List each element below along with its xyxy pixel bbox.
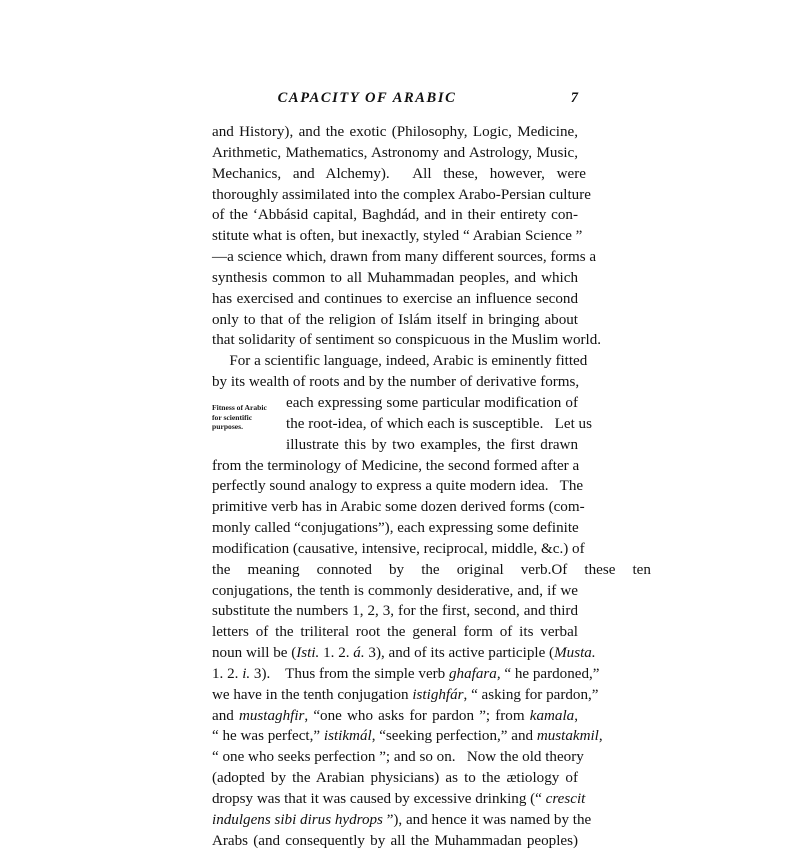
text-line: by its wealth of roots and by the number of derivative forms, <box>212 374 580 391</box>
italic-term: Musta. <box>554 645 596 662</box>
text-line: substitute the numbers 1, 2, 3, for the first, second, and third <box>212 603 578 620</box>
marginal-note-line-3: purposes. <box>212 422 244 432</box>
text-line: (adopted by the Arabian physicians) as to the ætiology of <box>212 770 578 787</box>
text-line: stitute what is often, but inexactly, styled “ Arabian Science ” <box>212 228 583 245</box>
marginal-note <box>212 403 308 432</box>
text-block <box>212 122 651 852</box>
text-line: each expressing some particular modification of <box>286 394 578 411</box>
text-line: primitive verb has in Arabic some dozen derived forms (com- <box>212 499 585 516</box>
italic-term: istighfár <box>412 686 464 703</box>
running-head <box>212 90 578 112</box>
text-line: Mechanics, and Alchemy). All these, however, were <box>212 165 586 182</box>
text-line: For a scientific language, indeed, Arabic is eminently fitted <box>229 353 588 370</box>
text-line: monly called “conjugations”), each expressing some definite <box>212 520 579 537</box>
italic-term: kamala <box>529 707 575 724</box>
text-line: from the terminology of Medicine, the second formed after a <box>212 457 580 474</box>
text-line: dropsy was that it was caused by excessive drinking (“ crescit <box>212 791 586 807</box>
italic-term: crescit <box>545 791 586 807</box>
italic-term: istikmál <box>323 728 372 745</box>
page-number: 7 <box>570 90 578 106</box>
italic-term: mustaghfir <box>238 707 305 724</box>
text-line: the root-idea, of which each is susceptible. Let us <box>286 415 592 432</box>
text-line: letters of the triliteral root the general form of its verbal <box>212 624 578 641</box>
text-line: that solidarity of sentiment so conspicuous in the Muslim world. <box>212 332 602 349</box>
text-line: has exercised and continues to exercise an influence second <box>212 290 578 307</box>
text-line: and History), and the exotic (Philosophy, Logic, Medicine, <box>212 124 578 140</box>
text-line: indulgens sibi dirus hydrops ”), and hence it was named by the <box>212 811 592 828</box>
marginal-note-line-2: for scientific <box>212 412 253 422</box>
text-line: 1. 2. i. 3). Thus from the simple verb ghafara, “ he pardoned,” <box>212 665 600 682</box>
text-line: the meaning connoted by the original verb. Of these ten <box>212 561 651 578</box>
italic-term: i. <box>242 665 251 682</box>
text-line: Arithmetic, Mathematics, Astronomy and Astrology, Music, <box>212 144 578 161</box>
text-line: synthesis common to all Muhammadan peoples, and which <box>212 269 578 286</box>
text-line: noun will be (Isti. 1. 2. á. 3), and of its active participle (Musta. <box>212 645 596 662</box>
text-line: “ he was perfect,” istikmál, “seeking perfection,” and mustakmil, <box>212 728 603 745</box>
text-line: “ one who seeks perfection ”; and so on. Now the old theory <box>212 749 584 766</box>
italic-term: mustakmil <box>536 728 599 745</box>
italic-term: ghafara <box>449 665 497 682</box>
running-head-title: CAPACITY OF ARABIC <box>277 90 457 106</box>
italic-term: indulgens sibi dirus hydrops <box>212 811 383 828</box>
italic-term: Isti. <box>296 645 320 662</box>
text-line: only to that of the religion of Islám itself in bringing about <box>212 311 578 328</box>
paragraph-1 <box>212 122 602 351</box>
italic-term: á. <box>353 645 365 662</box>
text-line: conjugations, the tenth is commonly desiderative, and, if we <box>212 582 578 599</box>
text-line: thoroughly assimilated into the complex Arabo-Persian culture <box>212 186 591 203</box>
marginal-note-line-1: Fitness of Arabic <box>212 403 267 413</box>
text-line: we have in the tenth conjugation istighfár, “ asking for pardon,” <box>212 686 599 703</box>
text-line: perfectly sound analogy to express a quite modern idea. The <box>212 478 584 495</box>
text-line: of the ‘Abbásid capital, Baghdád, and in their entirety con- <box>212 207 578 224</box>
text-line: illustrate this by two examples, the first drawn <box>286 436 578 453</box>
text-line: —a science which, drawn from many different sources, forms a <box>212 249 597 266</box>
text-line: modification (causative, intensive, reciprocal, middle, &c.) of <box>212 540 585 557</box>
text-line: Arabs (and consequently by all the Muhammadan peoples) <box>212 832 578 849</box>
text-line: and mustaghfir, “one who asks for pardon ”; from kamala, <box>212 707 578 724</box>
paragraph-2 <box>212 351 651 851</box>
